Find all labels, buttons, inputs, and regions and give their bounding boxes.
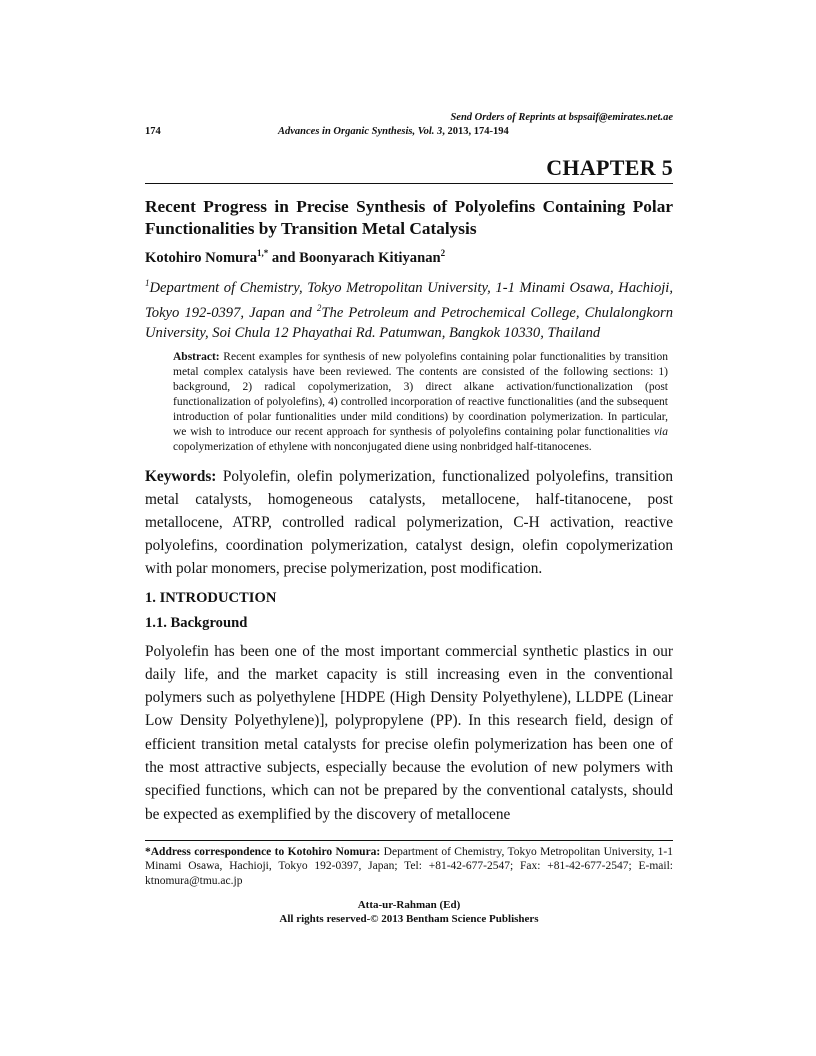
abstract-text-1: Recent examples for synthesis of new polyolefins containing polar functionalities by transition metal complex catalysis have been reviewed. The contents are consisted of the following sections: 1) background, 2) radical copolymerization, 3) direct alkane activation/functionalization (post functionalization of polyolefins), 4) controlled incorporation of reactive functionalities (and the subsequent introduction of polar funtionalities under mild conditions) by coordination polymerization. In particular, we wish to introduce our recent approach for synthesis of polyolefins containing polar functionalities [173, 350, 668, 438]
footnote-label: *Address correspondence to Kotohiro Nomura: [145, 845, 381, 858]
chapter-label: CHAPTER 5 [546, 155, 673, 180]
reprint-notice: Send Orders of Reprints at bspsaif@emirates.net.ae [450, 112, 673, 123]
running-header [145, 126, 673, 140]
affiliation-2: The Petroleum and Petrochemical College, Chulalongkorn University, Soi Chula 12 Phayathai Rd. Patumwan, Bangkok 10330, Thailand [145, 304, 673, 341]
journal-citation [278, 126, 509, 137]
journal-name: Advances in Organic Synthesis, Vol. 3 [278, 126, 443, 137]
footnote-rule [145, 840, 673, 841]
keywords [145, 465, 673, 580]
abstract [173, 350, 668, 455]
section-heading: 1. INTRODUCTION [145, 589, 277, 606]
subsection-heading: 1.1. Background [145, 614, 248, 631]
author-1-affiliation-mark: 1,* [257, 248, 269, 258]
affiliations [145, 273, 673, 343]
paper-page [145, 112, 673, 926]
correspondence-footnote [145, 845, 673, 889]
chapter-rule [145, 183, 673, 184]
author-1: Kotohiro Nomura [145, 249, 258, 266]
affiliation-1-mark: 1 [145, 277, 150, 288]
author-2-affiliation-mark: 2 [440, 248, 446, 258]
chapter-heading [145, 155, 673, 181]
author-join: and [268, 249, 300, 266]
abstract-label: Abstract: [173, 350, 220, 363]
abstract-text-2: copolymerization of ethylene with nonconjugated diene using nonbridged half-titanocenes. [173, 440, 592, 453]
publisher-block [145, 898, 673, 926]
journal-details: , 2013, 174-194 [442, 126, 509, 137]
page-number: 174 [145, 126, 161, 137]
affiliation-1: Department of Chemistry, Tokyo Metropolitan University, 1-1 Minami Osawa, Hachioji, Tokyo 192-0397, Japan and [145, 279, 673, 321]
article-title: Recent Progress in Precise Synthesis of Polyolefins Containing Polar Functionalities by Transition Metal Catalysis [145, 197, 673, 238]
abstract-via: via [653, 425, 668, 438]
author-2: Boonyarach Kitiyanan [299, 249, 441, 266]
editor-line: Atta-ur-Rahman (Ed) [357, 899, 461, 912]
rights-line: All rights reserved-© 2013 Bentham Science Publishers [279, 913, 539, 926]
affiliation-2-mark: 2 [316, 302, 322, 313]
footnote-text: Department of Chemistry, Tokyo Metropolitan University, 1-1 Minami Osawa, Hachioji, Tokyo 192-0397, Japan; Tel: +81-42-677-2547; Fax: +81-42-677-2547; E-mail: ktnomura@tmu.ac.jp [145, 845, 673, 887]
author-line [145, 248, 673, 267]
keywords-label: Keywords: [145, 467, 217, 485]
body-paragraph: Polyolefin has been one of the most important commercial synthetic plastics in our daily life, and the market capacity is still increasing even in the conventional polymers such as polyethylene [HDPE (High Density Polyethylene), LLDPE (Linear Low Density Polyethylene)], polypropylene (PP). In this research field, design of efficient transition metal catalysts for precise olefin polymerization has been one of the most attractive subjects, especially because the evolution of new polymers with specified functions, which can not be prepared by the conventional catalysts, should be expected as exemplified by the discovery of metallocene [145, 642, 673, 823]
keywords-text: Polyolefin, olefin polymerization, functionalized polyolefins, transition metal catalysts, homogeneous catalysts, metallocene, half-titanocene, post metallocene, ATRP, controlled radical polymerization, C-H activation, reactive polyolefins, coordination polymerization, catalyst design, olefin copolymerization with polar monomers, precise polymerization, post modification. [145, 467, 673, 577]
